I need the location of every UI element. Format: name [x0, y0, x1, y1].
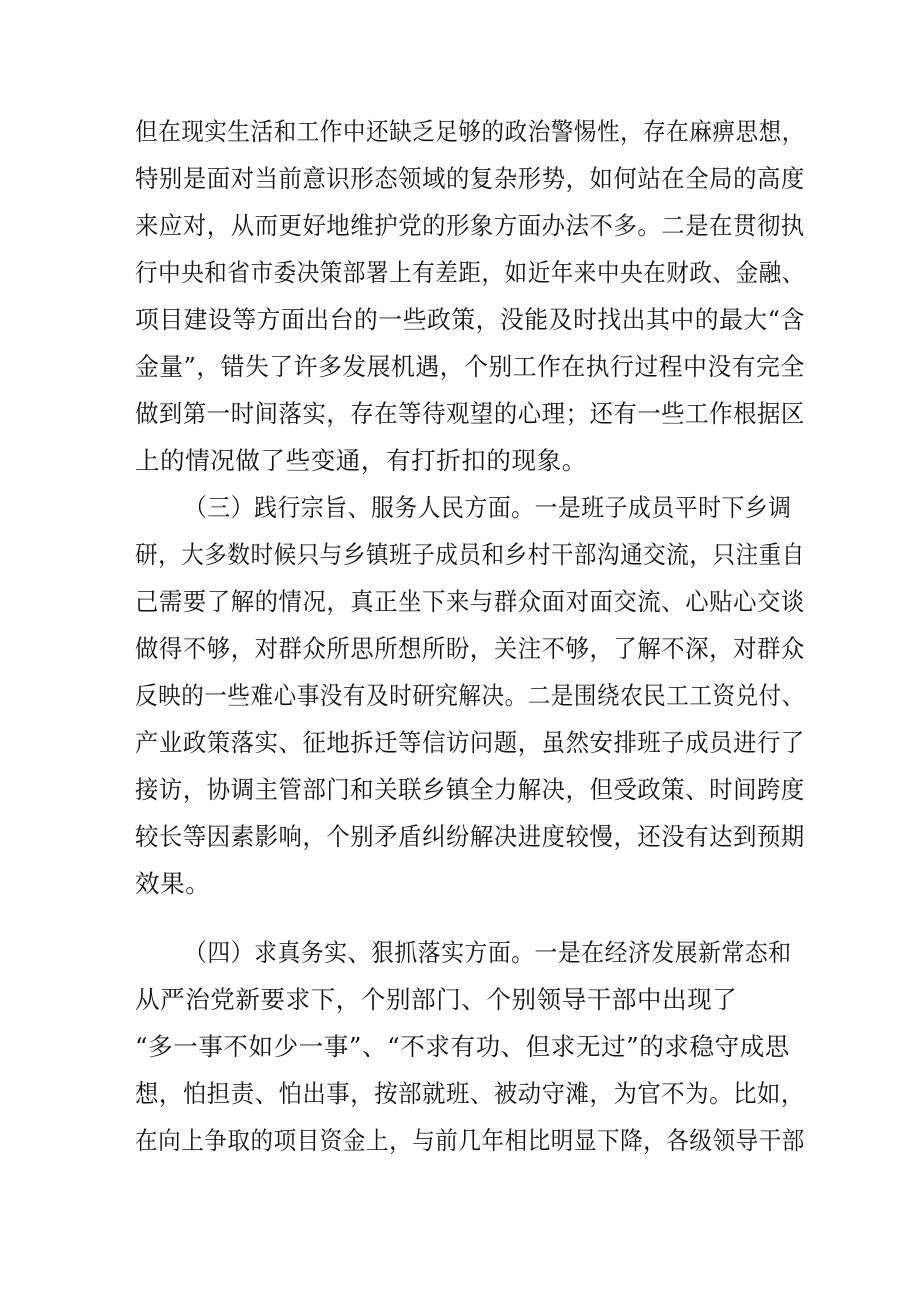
text-line: 行中央和省市委决策部署上有差距，如近年来中央在财政、金融、	[135, 258, 805, 287]
text-line: 较长等因素影响，个别矛盾纠纷解决进度较慢，还没有达到预期	[135, 822, 805, 851]
text-line: 反映的一些难心事没有及时研究解决。二是围绕农民工工资兑付、	[135, 681, 805, 710]
text-line: 在向上争取的项目资金上，与前几年相比明显下降，各级领导干部	[135, 1126, 805, 1155]
text-line: 特别是面对当前意识形态领域的复杂形势，如何站在全局的高度	[135, 164, 805, 193]
text-line: 研，大多数时候只与乡镇班子成员和乡村干部沟通交流，只注重自	[135, 540, 805, 569]
text-line: 上的情况做了些变通，有打折扣的现象。	[135, 446, 587, 475]
text-line: 做到第一时间落实，存在等待观望的心理；还有一些工作根据区	[135, 399, 805, 428]
text-line: 项目建设等方面出台的一些政策，没能及时找出其中的最大“含	[135, 305, 805, 334]
text-line: 产业政策落实、征地拆迁等信访问题，虽然安排班子成员进行了	[135, 728, 805, 757]
text-line: 但在现实生活和工作中还缺乏足够的政治警惕性，存在麻痹思想，	[135, 117, 805, 146]
section-heading-4: （四）求真务实、狠抓落实方面。一是在经济发展新常态和	[184, 938, 792, 967]
text-line: 想，怕担责、怕出事，按部就班、被动守滩，为官不为。比如，	[135, 1079, 805, 1108]
text-line: 接访，协调主管部门和关联乡镇全力解决，但受政策、时间跨度	[135, 775, 805, 804]
text-line: 己需要了解的情况，真正坐下来与群众面对面交流、心贴心交谈	[135, 587, 805, 616]
section-heading-3: （三）践行宗旨、服务人民方面。一是班子成员平时下乡调	[184, 493, 792, 522]
text-line: 效果。	[135, 869, 211, 898]
text-line: 做得不够，对群众所思所想所盼，关注不够，了解不深，对群众	[135, 634, 805, 663]
text-line: 来应对，从而更好地维护党的形象方面办法不多。二是在贯彻执	[135, 211, 805, 240]
text-line: “多一事不如少一事”、“不求有功、但求无过”的求稳守成思	[135, 1032, 790, 1061]
text-line: 从严治党新要求下，个别部门、个别领导干部中出现了	[135, 985, 738, 1014]
text-line: 金量”，错失了许多发展机遇，个别工作在执行过程中没有完全	[135, 352, 805, 381]
